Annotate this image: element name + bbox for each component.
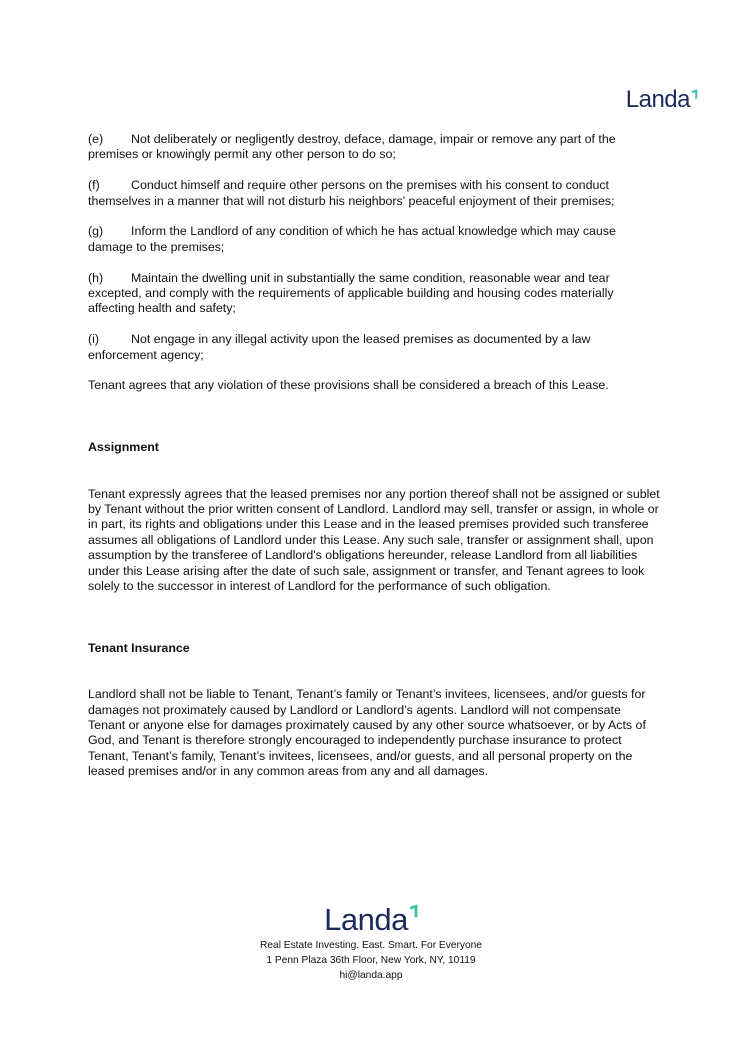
assignment-body: Tenant expressly agrees that the leased premises nor any portion thereof shall not be assigned or sublet by Tenant without the prior written consent of Landlord. Landlord may sell, transfer or assign, in whole or in part, its rights and obligations under this Lease and in the leased premises provided such transferee assumes all obligations of Landlord under this Lease. Any such sale, transfer or assignment shall, upon assumption by the transferee of Landlord's obligations hereunder, release Landlord from all liabilities under this Lease arising after the date of such sale, assignment or transfer, and Tenant agrees to look solely to the successor in interest of Landlord for the performance of such obligation. — [88, 486, 660, 594]
clause-f — [88, 178, 660, 209]
insurance-body: Landlord shall not be liable to Tenant, Tenant’s family or Tenant’s invitees, licensees, and/or guests for damages not proximately caused by Landlord or Landlord’s agents. Landlord will not compensate Tenant or anyone else for damages proximately caused by any other source whatsoever, or by Acts of God, and Tenant is therefore strongly encouraged to independently purchase insurance to protect Tenant, Tenant’s family, Tenant’s invitees, licensees, and/or guests, and all personal property on the leased premises and/or in any common areas from any and all damages. — [88, 687, 646, 779]
document-body — [88, 132, 660, 795]
flag-tick-icon — [409, 904, 418, 918]
footer-logo-text: Landa — [324, 902, 408, 937]
clause-label: (e) — [88, 132, 104, 146]
clause-text: Conduct himself and require other persons on the premises with his consent to conduct themselves in a manner that will not disturb his neighbors' peaceful enjoyment of their premises; — [88, 178, 615, 208]
header-logo-text: Landa — [625, 86, 690, 113]
clause-text: Not deliberately or negligently destroy, deface, damage, impair or remove any part of the premises or knowingly permit any other person to do so; — [88, 132, 616, 162]
footer-tagline: Real Estate Investing. East. Smart. For Everyone — [260, 940, 482, 951]
page-footer — [0, 904, 742, 983]
clause-e — [88, 132, 660, 163]
clause-h — [88, 271, 660, 317]
violation-paragraph: Tenant agrees that any violation of these provisions shall be considered a breach of this Lease. — [88, 378, 609, 393]
clause-label: (i) — [88, 332, 100, 347]
insurance-heading: Tenant Insurance — [88, 640, 190, 655]
flag-tick-icon — [691, 89, 698, 99]
clause-label: (g) — [88, 224, 104, 239]
clause-text: Inform the Landlord of any condition of which he has actual knowledge which may cause damage to the premises; — [88, 224, 616, 254]
footer-address: 1 Penn Plaza 36th Floor, New York, NY, 10119 — [266, 955, 476, 966]
footer-email[interactable]: hi@landa.app — [339, 970, 403, 981]
clause-text: Not engage in any illegal activity upon the leased premises as documented by a law enforcement agency; — [88, 332, 591, 362]
header-logo — [626, 88, 698, 112]
clause-label: (h) — [88, 270, 104, 285]
footer-logo — [0, 904, 742, 935]
assignment-heading: Assignment — [88, 440, 159, 455]
clause-label: (f) — [88, 178, 100, 193]
clause-g — [88, 224, 660, 255]
clause-text: Maintain the dwelling unit in substantially the same condition, reasonable wear and tear excepted, and comply with the requirements of applicable building and housing codes materially affecting health and safety; — [88, 270, 614, 316]
clause-i — [88, 332, 660, 363]
